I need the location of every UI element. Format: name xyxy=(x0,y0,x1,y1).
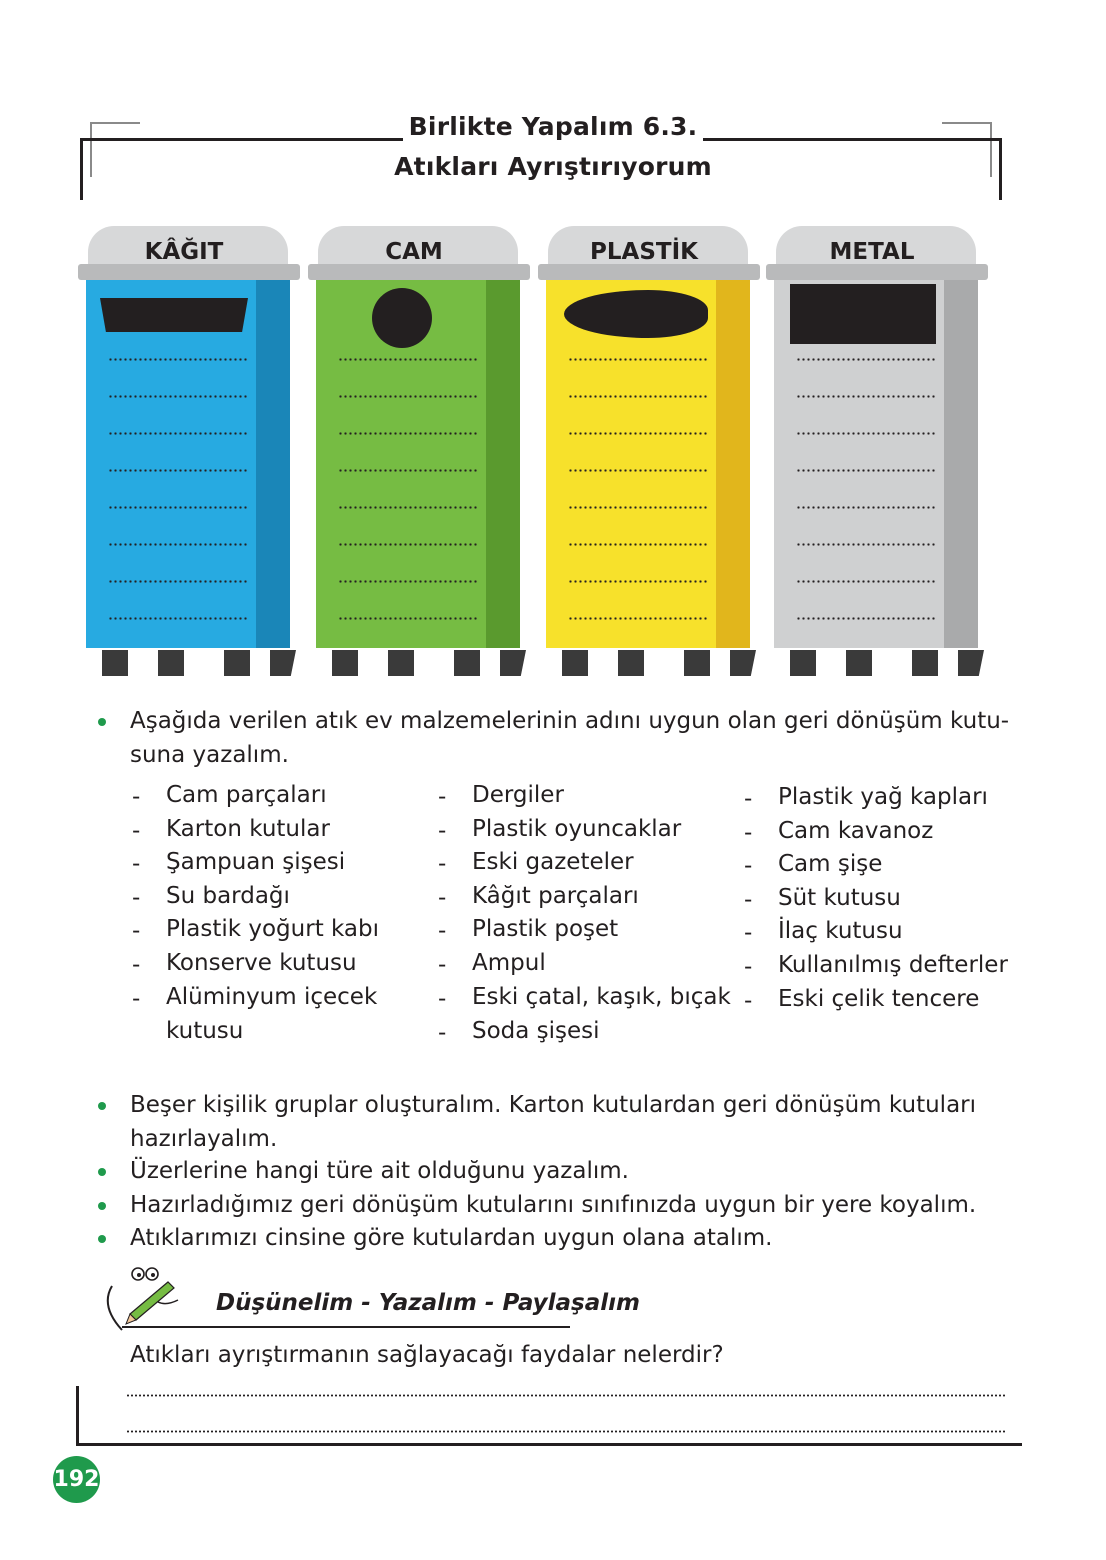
list-dash: - xyxy=(744,988,753,1014)
bin-label: METAL xyxy=(829,239,915,265)
step-text: Atıklarımızı cinsine göre kutulardan uygun olana atalım. xyxy=(130,1225,773,1251)
answer-line[interactable] xyxy=(126,1430,1006,1433)
bin-slot xyxy=(790,284,936,344)
write-line[interactable] xyxy=(108,506,248,509)
write-line[interactable] xyxy=(108,395,248,398)
list-dash: - xyxy=(438,818,447,844)
bin-leg xyxy=(102,650,128,676)
bin-leg xyxy=(562,650,588,676)
bin-slot xyxy=(100,298,248,332)
list-item: Plastik yoğurt kabı xyxy=(166,916,380,942)
bin-leg xyxy=(270,650,296,676)
recycling-bin xyxy=(78,226,304,678)
page-number: 192 xyxy=(53,1456,100,1503)
write-line[interactable] xyxy=(568,469,708,472)
list-item: Cam şişe xyxy=(778,851,883,877)
bin-side xyxy=(256,280,290,648)
write-line[interactable] xyxy=(338,543,478,546)
write-line[interactable] xyxy=(568,580,708,583)
list-dash: - xyxy=(438,918,447,944)
bin-leg xyxy=(958,650,984,676)
list-item: Plastik poşet xyxy=(472,916,619,942)
bin-leg xyxy=(224,650,250,676)
write-line[interactable] xyxy=(796,617,936,620)
list-dash: - xyxy=(132,952,141,978)
answer-frame xyxy=(76,1443,1022,1446)
list-dash: - xyxy=(132,885,141,911)
bin-side xyxy=(944,280,978,648)
list-dash: - xyxy=(438,1020,447,1046)
write-line[interactable] xyxy=(568,617,708,620)
step-text: Beşer kişilik gruplar oluşturalım. Karton kutulardan geri dönüşüm kutuları hazırlayalım. xyxy=(130,1092,977,1152)
list-dash: - xyxy=(438,851,447,877)
bin-leg xyxy=(790,650,816,676)
think-question: Atıkları ayrıştırmanın sağlayacağı faydalar nelerdir? xyxy=(130,1342,724,1368)
list-item: Eski çelik tencere xyxy=(778,986,980,1012)
write-line[interactable] xyxy=(796,580,936,583)
bullet-icon xyxy=(98,1202,106,1210)
write-line[interactable] xyxy=(338,617,478,620)
list-dash: - xyxy=(438,986,447,1012)
write-line[interactable] xyxy=(338,395,478,398)
list-dash: - xyxy=(744,887,753,913)
bullet-icon xyxy=(98,1102,106,1110)
bin-leg xyxy=(912,650,938,676)
bin-leg xyxy=(500,650,526,676)
list-dash: - xyxy=(744,920,753,946)
list-item: Alüminyum içecek xyxy=(166,984,378,1010)
write-line[interactable] xyxy=(568,395,708,398)
bullet-icon xyxy=(98,1235,106,1243)
list-item: Plastik yağ kapları xyxy=(778,784,988,810)
bin-leg xyxy=(454,650,480,676)
list-dash: - xyxy=(744,853,753,879)
section-title: Birlikte Yapalım 6.3. xyxy=(0,112,1106,141)
list-item: Cam parçaları xyxy=(166,782,327,808)
list-dash: - xyxy=(744,954,753,980)
bin-side xyxy=(486,280,520,648)
write-line[interactable] xyxy=(796,358,936,361)
list-item: Eski gazeteler xyxy=(472,849,634,875)
list-dash: - xyxy=(744,820,753,846)
bin-slot xyxy=(564,290,708,338)
list-dash: - xyxy=(132,784,141,810)
list-item: Şampuan şişesi xyxy=(166,849,346,875)
list-dash: - xyxy=(132,918,141,944)
write-line[interactable] xyxy=(108,580,248,583)
list-item: Su bardağı xyxy=(166,883,290,909)
write-line[interactable] xyxy=(108,543,248,546)
list-item: Konserve kutusu xyxy=(166,950,357,976)
list-item: Süt kutusu xyxy=(778,885,901,911)
bin-slot xyxy=(372,288,432,348)
bullet-icon xyxy=(98,718,106,726)
write-line[interactable] xyxy=(796,395,936,398)
write-line[interactable] xyxy=(568,358,708,361)
section-subtitle: Atıkları Ayrıştırıyorum xyxy=(394,152,712,181)
list-item: Cam kavanoz xyxy=(778,818,934,844)
bullet-icon xyxy=(98,1168,106,1176)
list-dash: - xyxy=(132,851,141,877)
list-dash: - xyxy=(438,885,447,911)
list-item: Ampul xyxy=(472,950,546,976)
bin-leg xyxy=(618,650,644,676)
step-text: Üzerlerine hangi türe ait olduğunu yazalım. xyxy=(130,1158,629,1184)
list-item: İlaç kutusu xyxy=(778,918,903,944)
write-line[interactable] xyxy=(796,469,936,472)
list-dash: - xyxy=(132,986,141,1012)
answer-frame xyxy=(76,1386,79,1446)
list-item: Kullanılmış defterler xyxy=(778,952,1008,978)
bin-leg xyxy=(332,650,358,676)
bin-body xyxy=(546,280,716,648)
bin-leg xyxy=(158,650,184,676)
bin-label: PLASTİK xyxy=(590,239,698,265)
write-line[interactable] xyxy=(338,506,478,509)
list-item: Kâğıt parçaları xyxy=(472,883,639,909)
bin-leg xyxy=(684,650,710,676)
write-line[interactable] xyxy=(568,432,708,435)
write-line[interactable] xyxy=(108,469,248,472)
write-line[interactable] xyxy=(108,358,248,361)
write-line[interactable] xyxy=(796,543,936,546)
write-line[interactable] xyxy=(796,506,936,509)
bin-body xyxy=(86,280,256,648)
instruction-text: Aşağıda verilen atık ev malzemelerinin adını uygun olan geri dönüşüm kutu- suna yazalım. xyxy=(130,708,1010,768)
thinking-pencil-icon xyxy=(100,1262,220,1332)
bin-label: CAM xyxy=(385,239,443,265)
write-line[interactable] xyxy=(108,432,248,435)
think-title: Düşünelim - Yazalım - Paylaşalım xyxy=(216,1290,640,1316)
list-item: Karton kutular xyxy=(166,816,330,842)
list-item: kutusu xyxy=(166,1018,244,1044)
write-line[interactable] xyxy=(338,358,478,361)
bin-leg xyxy=(388,650,414,676)
bin-body xyxy=(316,280,486,648)
list-item: Plastik oyuncaklar xyxy=(472,816,682,842)
write-line[interactable] xyxy=(338,469,478,472)
recycling-bin xyxy=(308,226,534,678)
think-underline xyxy=(122,1326,570,1328)
answer-line[interactable] xyxy=(126,1394,1006,1397)
bin-label: KÂĞIT xyxy=(144,239,224,265)
list-item: Dergiler xyxy=(472,782,564,808)
write-line[interactable] xyxy=(338,580,478,583)
write-line[interactable] xyxy=(796,432,936,435)
bin-side xyxy=(716,280,750,648)
list-dash: - xyxy=(744,786,753,812)
bin-body xyxy=(774,280,944,648)
list-dash: - xyxy=(132,818,141,844)
bin-leg xyxy=(846,650,872,676)
list-dash: - xyxy=(438,952,447,978)
bin-leg xyxy=(730,650,756,676)
list-item: Eski çatal, kaşık, bıçak xyxy=(472,984,731,1010)
write-line[interactable] xyxy=(338,432,478,435)
recycling-bin xyxy=(538,226,764,678)
write-line[interactable] xyxy=(568,506,708,509)
write-line[interactable] xyxy=(568,543,708,546)
list-item: Soda şişesi xyxy=(472,1018,600,1044)
write-line[interactable] xyxy=(108,617,248,620)
list-dash: - xyxy=(438,784,447,810)
step-text: Hazırladığımız geri dönüşüm kutularını sınıfınızda uygun bir yere koyalım. xyxy=(130,1192,977,1218)
recycling-bin xyxy=(766,226,992,678)
